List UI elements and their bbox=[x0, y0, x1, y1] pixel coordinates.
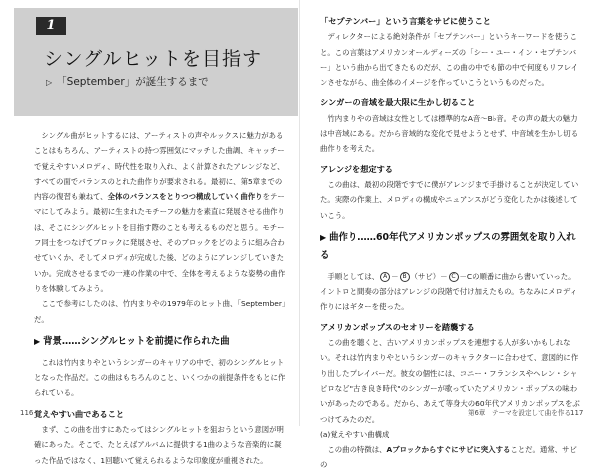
block-a-circle-icon: A bbox=[380, 272, 390, 282]
right-body-text bbox=[320, 14, 582, 473]
section-triangle-icon: ▶ bbox=[34, 336, 41, 346]
arrange-paragraph: この曲は、最初の段階ですでに僕がアレンジまで手掛けることが決定していた。実際の作業上、メロディの構成やニュアンスがどう変化したかは後述していこう。 bbox=[320, 179, 579, 220]
singer-paragraph: 竹内まりやの音域は女性としては標準的なA音～B♭音。その声の最大の魅力は中音域にある。だから音域的な変化で見せようとせず、中音域を生かし切る曲作りを考えた。 bbox=[320, 113, 579, 154]
a-text-2: ことだ。通常、サビの bbox=[320, 445, 577, 470]
subheading-september: 「セプテンバー」という言葉をサビに使うこと bbox=[320, 16, 491, 26]
procedure-dash: － bbox=[391, 271, 399, 281]
section-heading-songwriting bbox=[320, 229, 582, 265]
procedure-text-1: 手順としては、 bbox=[327, 271, 380, 281]
subheading-singer-range: シンガーの音域を最大限に生かし切ること bbox=[320, 97, 476, 108]
procedure-text-2: －Cの順番に曲から書いていった。イントロと間奏の部分はアレンジの段階で付け加えたもの。ちなみにメロディ作りにはギターを使った。 bbox=[320, 271, 578, 312]
block-b-circle-icon: B bbox=[400, 272, 410, 282]
page-number-left: 116 bbox=[20, 409, 34, 417]
left-body-text bbox=[34, 128, 286, 468]
subheading-arrange: アレンジを想定する bbox=[320, 163, 393, 174]
a-bold-text: Aブロックからすぐにサビに突入する bbox=[386, 445, 511, 455]
chapter-subtitle bbox=[46, 74, 209, 89]
chapter-number-badge: 1 bbox=[36, 17, 66, 35]
right-page bbox=[300, 0, 600, 470]
block-c-circle-icon: C bbox=[449, 272, 459, 282]
section-heading-text: 背景……シングルヒットを前提に作られた曲 bbox=[43, 335, 230, 347]
september-paragraph: ディレクターによる絶対条件が「セプテンバー」というキーワードを使うこと。この言葉はアメリカンオールディーズの「シー・ユー・イン・セプテンバー」という曲から出てきたものだが、この曲の中でも節の中で何度もリフレインさせながら、曲全体のイメージを作っていこうというものだった。 bbox=[320, 32, 579, 88]
theory-paragraph: この曲を聴くと、古いアメリカンポップスを連想する人が多いかもしれない。それは竹内まりやというシンガーのキャラクターに合わせて、意図的に作り出したプレイバーだ。彼女の個性には、コニー・フランシスやヘレン・シャピロなど"古き良き時代"のシンガーが歌っていたアメリカン・ポップスの味わいがあったのである。だから、あえて等身大の60年代アメリカンポップスをぶつけてみたのだ。 bbox=[320, 338, 580, 424]
chapter-title-box bbox=[14, 8, 298, 116]
page-number-right: 117 bbox=[570, 409, 584, 417]
running-footer: 第6章 テーマを設定して曲を作る bbox=[468, 409, 572, 417]
a-paragraph bbox=[320, 442, 582, 473]
reference-paragraph: ここで参考にしたのは、竹内まりやの1979年のヒット曲、「September」だ。 bbox=[34, 299, 286, 324]
section-heading-text: 曲作り……60年代アメリカンポップスの雰囲気を取り入れる bbox=[320, 231, 576, 261]
subheading-easy: 覚えやすい曲であること bbox=[34, 408, 125, 419]
subtitle-triangle-icon: ▷ bbox=[46, 78, 53, 87]
left-page bbox=[0, 0, 300, 465]
background-paragraph: これは竹内まりやというシンガーのキャリアの中で、初のシングルヒットとなった作品だ。この曲はもちろんのこと、いくつかの前提条件をもとに作られている。 bbox=[34, 357, 286, 398]
procedure-paragraph bbox=[320, 269, 582, 315]
subtitle-text: 「September」が誕生するまで bbox=[56, 76, 209, 88]
section-triangle-icon: ▶ bbox=[320, 232, 327, 242]
intro-paragraph bbox=[34, 128, 286, 296]
subheading-american-pops: アメリカンポップスのセオリーを踏襲する bbox=[320, 321, 475, 332]
procedure-sabi: （サビ）－ bbox=[410, 271, 448, 281]
section-heading-background bbox=[34, 333, 286, 351]
intro-bold-text: 全体のバランスをとりつつ構成していく曲作り bbox=[107, 192, 263, 202]
intro-text-1: シングル曲がヒットするには、アーティストの声やルックスに魅力があることはもちろん、アーティストの持つ雰囲気にマッチした曲調、キャッチーで覚えやすいメロディ、時代性を取り入れ、よく計算されたアレンジなど、すべての面でバランスのとれた曲作りが要求される。最初に、第5章までの内容の復習も兼ねて、 bbox=[34, 131, 285, 202]
chapter-title: シングルヒットを目指す bbox=[44, 48, 263, 70]
intro-text-2: をテーマにしてみよう。最初に生まれたモチーフの魅力を素直に発展させる曲作りは、そこにシングルヒットを目指す際のことも考えるものだと思う。モチーフ同士をつなげてブロックに発展させ、そのブロックをどのように組み合わせていくか、そしてメロディが完成した後、どのようにアレンジしていきたいか。完成させるまでの一連の作業の中で、全体を考えるような姿勢の曲作りを体験してみよう。 bbox=[34, 192, 286, 293]
subheading-a-structure: (a)覚えやすい曲構成 bbox=[320, 429, 390, 439]
a-text-1: この曲の特徴は、 bbox=[327, 445, 387, 455]
easy-paragraph: まず、この曲を出すにあたってはシングルヒットを狙おうという意図が明確にあった。そこで、たとえばアルバムに提供する1曲のような音楽的に凝った作品ではなく、1回聴いて覚えられるような印象度が重視された。 bbox=[34, 425, 284, 465]
